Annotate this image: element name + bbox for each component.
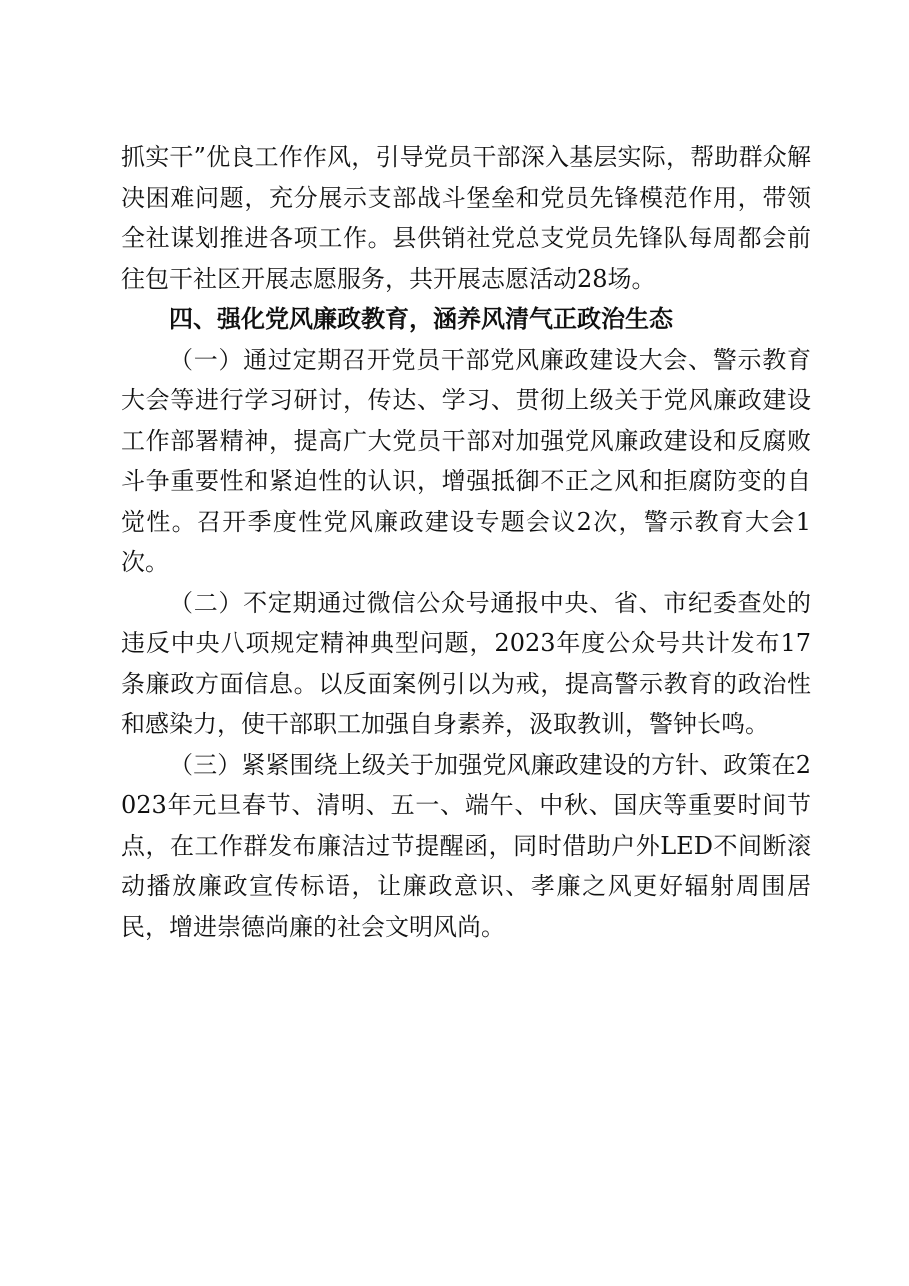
paragraph-item-2: （二）不定期通过微信公众号通报中央、省、市纪委查处的违反中央八项规定精神典型问题，2023年度公众号共计发布17条廉政方面信息。以反面案例引以为戒，提高警示教育的政治性和感染力，使干部职工加强自身素养，汲取教训，警钟长鸣。 xyxy=(121,588,811,738)
paragraph-item-1: （一）通过定期召开党员干部党风廉政建设大会、警示教育大会等进行学习研讨，传达、学习、贯彻上级关于党风廉政建设工作部署精神，提高广大党员干部对加强党风廉政建设和反腐败斗争重要性和紧迫性的认识，增强抵御不正之风和拒腐防变的自觉性。召开季度性党风廉政建设专题会议2次，警示教育大会1次。 xyxy=(121,345,811,576)
paragraph-continuation: 抓实干”优良工作作风，引导党员干部深入基层实际，帮助群众解决困难问题，充分展示支部战斗堡垒和党员先锋模范作用，带领全社谋划推进各项工作。县供销社党总支党员先锋队每周都会前往包干社区开展志愿服务，共开展志愿活动28场。 xyxy=(121,143,811,293)
paragraph-item-3: （三）紧紧围绕上级关于加强党风廉政建设的方针、政策在2023年元旦春节、清明、五一、端午、中秋、国庆等重要时间节点，在工作群发布廉洁过节提醒函，同时借助户外LED不间断滚动播放廉政宣传标语，让廉政意识、孝廉之风更好辐射周围居民，增进崇德尚廉的社会文明风尚。 xyxy=(121,750,811,941)
section-heading: 四、强化党风廉政教育，涵养风清气正政治生态 xyxy=(169,305,673,333)
document-body xyxy=(121,137,811,947)
